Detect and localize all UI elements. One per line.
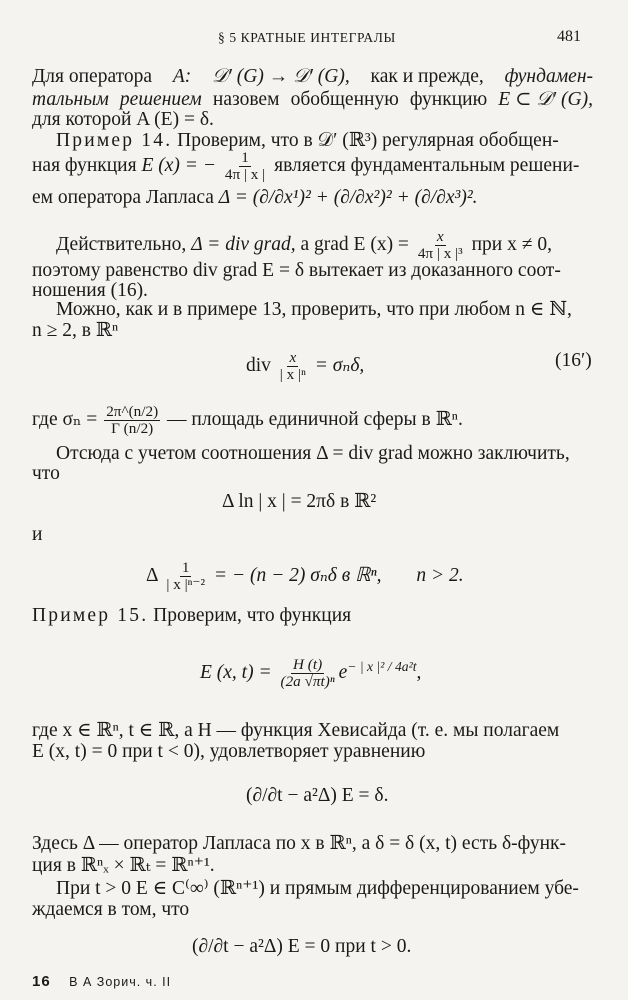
text: 𝒟′ (G) → 𝒟′ (G), <box>212 66 350 87</box>
text: тальным <box>32 89 109 110</box>
signature-number: 16 <box>32 973 51 990</box>
text: A: <box>172 66 192 87</box>
numerator: H (t) <box>293 656 323 673</box>
numerator: x <box>436 228 444 245</box>
text: E (x, t) = <box>200 661 272 683</box>
example-label: Пример 14. <box>56 130 173 151</box>
text: div <box>246 354 271 376</box>
text: назовем <box>212 89 280 110</box>
p1-line1 <box>32 67 593 87</box>
numerator: x <box>289 349 297 366</box>
text: ем оператора Лапласа <box>32 187 214 208</box>
p4-line2: что <box>32 463 60 484</box>
p5-line4: ждаемся в том, что <box>32 899 190 920</box>
p3-line1: Можно, как и в примере 13, проверить, что при любом n ∈ ℕ, <box>56 299 572 320</box>
fraction <box>223 150 267 183</box>
p3-line3 <box>32 404 463 437</box>
text: Проверим, что в 𝒟′ (ℝ³) регулярная обобщен- <box>177 130 559 151</box>
p5-line1: Здесь Δ — оператор Лапласа по x в ℝⁿ, а δ = δ (x, t) есть δ-функ- <box>32 833 566 854</box>
text: ная функция <box>32 154 137 176</box>
p2-line1 <box>56 229 552 262</box>
fraction <box>279 657 337 690</box>
formula-16prime <box>246 350 364 383</box>
formula-heat-kernel <box>200 657 421 690</box>
text: фундамен- <box>504 66 593 87</box>
text: где σₙ = <box>32 408 98 430</box>
text: Δ = div grad, <box>191 233 296 255</box>
text: Для оператора <box>32 66 153 87</box>
equation-label: (16′) <box>555 350 592 371</box>
fraction <box>104 404 160 437</box>
denominator: 4π | x |³ <box>417 244 463 262</box>
text: = σₙδ, <box>314 354 365 376</box>
formula-heat-eq: (∂/∂t − a²Δ) E = δ. <box>246 785 389 806</box>
denominator: | x |ⁿ⁻² <box>166 575 206 593</box>
example-14-line3 <box>32 188 478 208</box>
example-14-line1 <box>56 131 559 151</box>
formula-log: Δ ln | x | = 2πδ в ℝ² <box>222 491 377 512</box>
formula: Δ = (∂/∂x¹)² + (∂/∂x²)² + (∂/∂x³)². <box>218 187 478 208</box>
text: e <box>338 661 348 683</box>
text: а grad E (x) = <box>300 233 409 255</box>
text: Δ <box>146 564 158 586</box>
fraction <box>278 350 308 383</box>
p2-line3: ношения (16). <box>32 280 148 301</box>
p2-line2: поэтому равенство div grad E = δ вытекает из доказанного соот- <box>32 260 561 281</box>
formula-power <box>146 560 464 593</box>
denominator: (2a √πt)ⁿ <box>280 672 335 690</box>
exponent: − | x |² / 4a²t <box>347 659 417 675</box>
text: решением <box>119 89 202 110</box>
fraction <box>164 560 207 593</box>
text: , <box>416 661 422 683</box>
page-number: 481 <box>557 28 581 45</box>
text: Действительно, <box>56 233 187 255</box>
text: обобщенную <box>290 89 399 110</box>
p5-line2: ция в ℝⁿₓ × ℝₜ = ℝⁿ⁺¹. <box>32 855 215 876</box>
numerator: 2π^(n/2) <box>106 403 159 420</box>
text: E ⊂ 𝒟′ (G), <box>498 89 593 110</box>
denominator: Γ (n/2) <box>111 419 154 437</box>
text: функцию <box>409 89 488 110</box>
example-15-line1 <box>32 606 351 626</box>
text: = − (n − 2) σₙδ в ℝⁿ, <box>213 564 382 586</box>
numerator: 1 <box>181 559 190 576</box>
example-15-line2: где x ∈ ℝⁿ, t ∈ ℝ, а H — функция Хевисайда (т. е. мы полагаем <box>32 720 560 741</box>
text: как и прежде, <box>370 66 484 87</box>
p1-line2 <box>32 90 593 110</box>
conjunction: и <box>32 524 43 545</box>
page-footer <box>32 973 171 990</box>
denominator: | x |ⁿ <box>279 365 306 383</box>
fraction <box>416 229 465 262</box>
denominator: 4π | x | <box>224 165 266 183</box>
p3-line2: n ≥ 2, в ℝⁿ <box>32 320 119 341</box>
text: Проверим, что функция <box>153 605 352 626</box>
text: при x ≠ 0, <box>471 233 552 255</box>
signature-text: В А Зорич. ч. II <box>69 975 172 989</box>
text: — площадь единичной сферы в ℝⁿ. <box>167 408 463 430</box>
section-title: § 5 КРАТНЫЕ ИНТЕГРАЛЫ <box>218 30 396 45</box>
p4-line1: Отсюда с учетом соотношения Δ = div grad можно заключить, <box>56 443 570 464</box>
example-15-line3: E (x, t) = 0 при t < 0), удовлетворяет уравнению <box>32 741 426 762</box>
text: является фундаментальным решени- <box>274 154 580 176</box>
formula-heat-homog: (∂/∂t − a²Δ) E = 0 при t > 0. <box>192 936 412 957</box>
p1-line3: для которой A (E) = δ. <box>32 109 214 130</box>
text: n > 2. <box>416 564 464 586</box>
numerator: 1 <box>241 149 249 166</box>
p5-line3: При t > 0 E ∈ C⁽∞⁾ (ℝⁿ⁺¹) и прямым дифференцированием убе- <box>56 878 579 899</box>
example-label: Пример 15. <box>32 605 149 626</box>
example-14-line2 <box>32 150 579 183</box>
text: E (x) = − <box>141 154 216 176</box>
